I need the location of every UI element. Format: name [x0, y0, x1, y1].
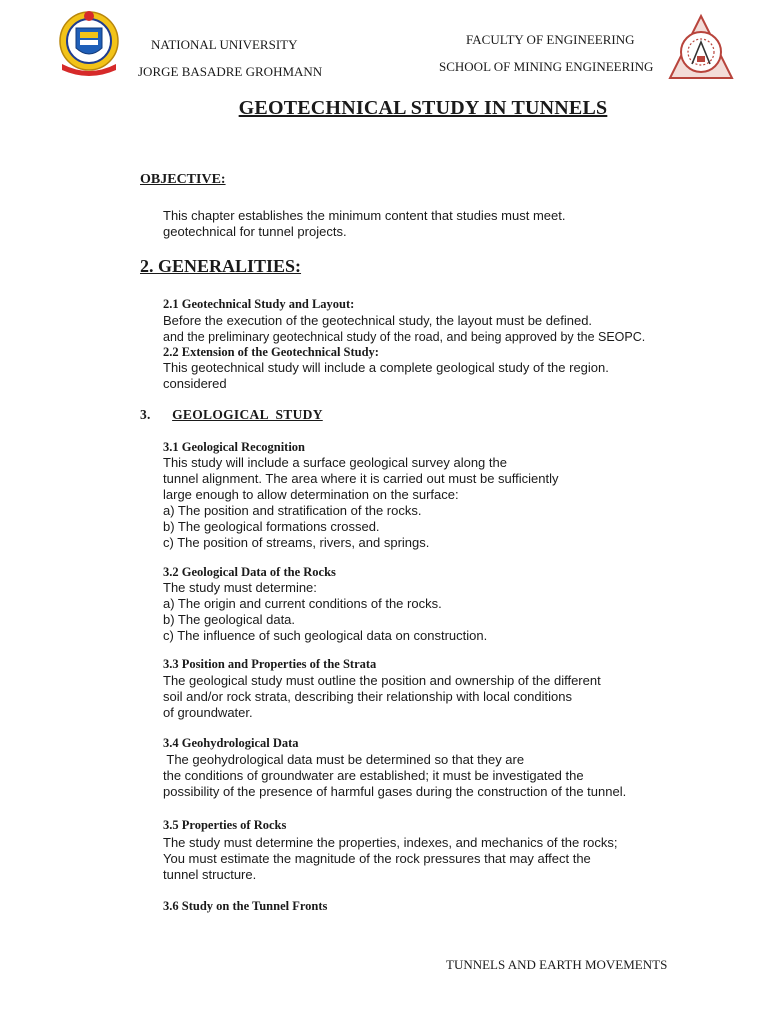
section-3-5-line: The study must determine the properties, indexes, and mechanics of the rocks; — [163, 835, 618, 850]
section-3-3-line: The geological study must outline the position and ownership of the different — [163, 673, 601, 688]
section-3-3-line: soil and/or rock strata, describing their relationship with local conditions — [163, 689, 572, 704]
objective-text-line: geotechnical for tunnel projects. — [163, 224, 347, 239]
section-3-5-line: tunnel structure. — [163, 867, 257, 882]
header-school-line: SCHOOL OF MINING ENGINEERING — [439, 59, 654, 74]
page-footer: TUNNELS AND EARTH MOVEMENTS — [446, 957, 668, 972]
header-faculty-line: FACULTY OF ENGINEERING — [466, 32, 635, 47]
section-2-1-line: and the preliminary geotechnical study of the road, and being approved by the SEOPC. — [163, 330, 646, 344]
objective-heading — [140, 172, 226, 188]
section-3-4-line: possibility of the presence of harmful gases during the construction of the tunnel. — [163, 784, 627, 799]
section-3-2-text — [163, 580, 487, 644]
section-2-2-text — [163, 360, 609, 392]
section-3-4-text — [163, 752, 626, 800]
section-3-1-text — [163, 455, 559, 551]
objective-text-line: This chapter establishes the minimum content that studies must meet. — [163, 208, 566, 223]
section-2-1-text — [163, 313, 645, 345]
section-3-3-text — [163, 673, 601, 721]
section-2-1-title: 2.1 Geotechnical Study and Layout: — [163, 297, 355, 311]
section-2-2-line: This geotechnical study will include a complete geological study of the region. — [163, 360, 609, 375]
section-3-1-line: c) The position of streams, rivers, and springs. — [163, 535, 430, 550]
geological-heading-number: 3. — [140, 407, 151, 422]
geological-heading-text: GEOLOGICAL STUDY — [172, 407, 323, 422]
section-3-1-line: b) The geological formations crossed. — [163, 519, 380, 534]
section-3-2-title: 3.2 Geological Data of the Rocks — [163, 565, 336, 579]
header-university-line1: NATIONAL UNIVERSITY — [151, 37, 298, 52]
section-3-3-line: of groundwater. — [163, 705, 253, 720]
objective-label: OBJECTIVE: — [140, 172, 226, 187]
generalities-heading — [140, 256, 301, 277]
section-3-1-line: large enough to allow determination on the surface: — [163, 487, 459, 502]
generalities-heading-text: 2. GENERALITIES: — [140, 256, 302, 276]
section-2-1-line: Before the execution of the geotechnical study, the layout must be defined. — [163, 313, 593, 328]
section-3-1-title: 3.1 Geological Recognition — [163, 440, 305, 454]
section-3-4-line: The geohydrological data must be determined so that they are — [163, 752, 525, 767]
university-crest-logo — [58, 8, 120, 76]
section-2-2-title: 2.2 Extension of the Geotechnical Study: — [163, 345, 379, 359]
section-3-2-line: c) The influence of such geological data on construction. — [163, 628, 488, 643]
section-3-2-line: a) The origin and current conditions of the rocks. — [163, 596, 442, 611]
section-3-4-line: the conditions of groundwater are established; it must be investigated the — [163, 768, 584, 783]
mining-school-logo — [666, 12, 736, 82]
objective-paragraph — [163, 208, 565, 240]
section-3-6-title: 3.6 Study on the Tunnel Fronts — [163, 899, 328, 913]
section-3-5-line: You must estimate the magnitude of the rock pressures that may affect the — [163, 851, 591, 866]
header-university-line2: JORGE BASADRE GROHMANN — [138, 64, 323, 79]
section-3-1-line: a) The position and stratification of the rocks. — [163, 503, 422, 518]
section-3-4-title: 3.4 Geohydrological Data — [163, 736, 299, 750]
section-3-5-title: 3.5 Properties of Rocks — [163, 818, 287, 832]
section-3-2-line: The study must determine: — [163, 580, 317, 595]
geological-heading — [140, 407, 323, 423]
section-3-2-line: b) The geological data. — [163, 612, 296, 627]
section-3-1-line: This study will include a surface geological survey along the — [163, 455, 507, 470]
section-3-1-line: tunnel alignment. The area where it is carried out must be sufficiently — [163, 471, 559, 486]
section-2-2-line: considered — [163, 376, 227, 391]
page-title: GEOTECHNICAL STUDY IN TUNNELS — [238, 97, 608, 119]
section-3-3-title: 3.3 Position and Properties of the Strata — [163, 657, 377, 671]
section-3-5-text — [163, 835, 618, 883]
